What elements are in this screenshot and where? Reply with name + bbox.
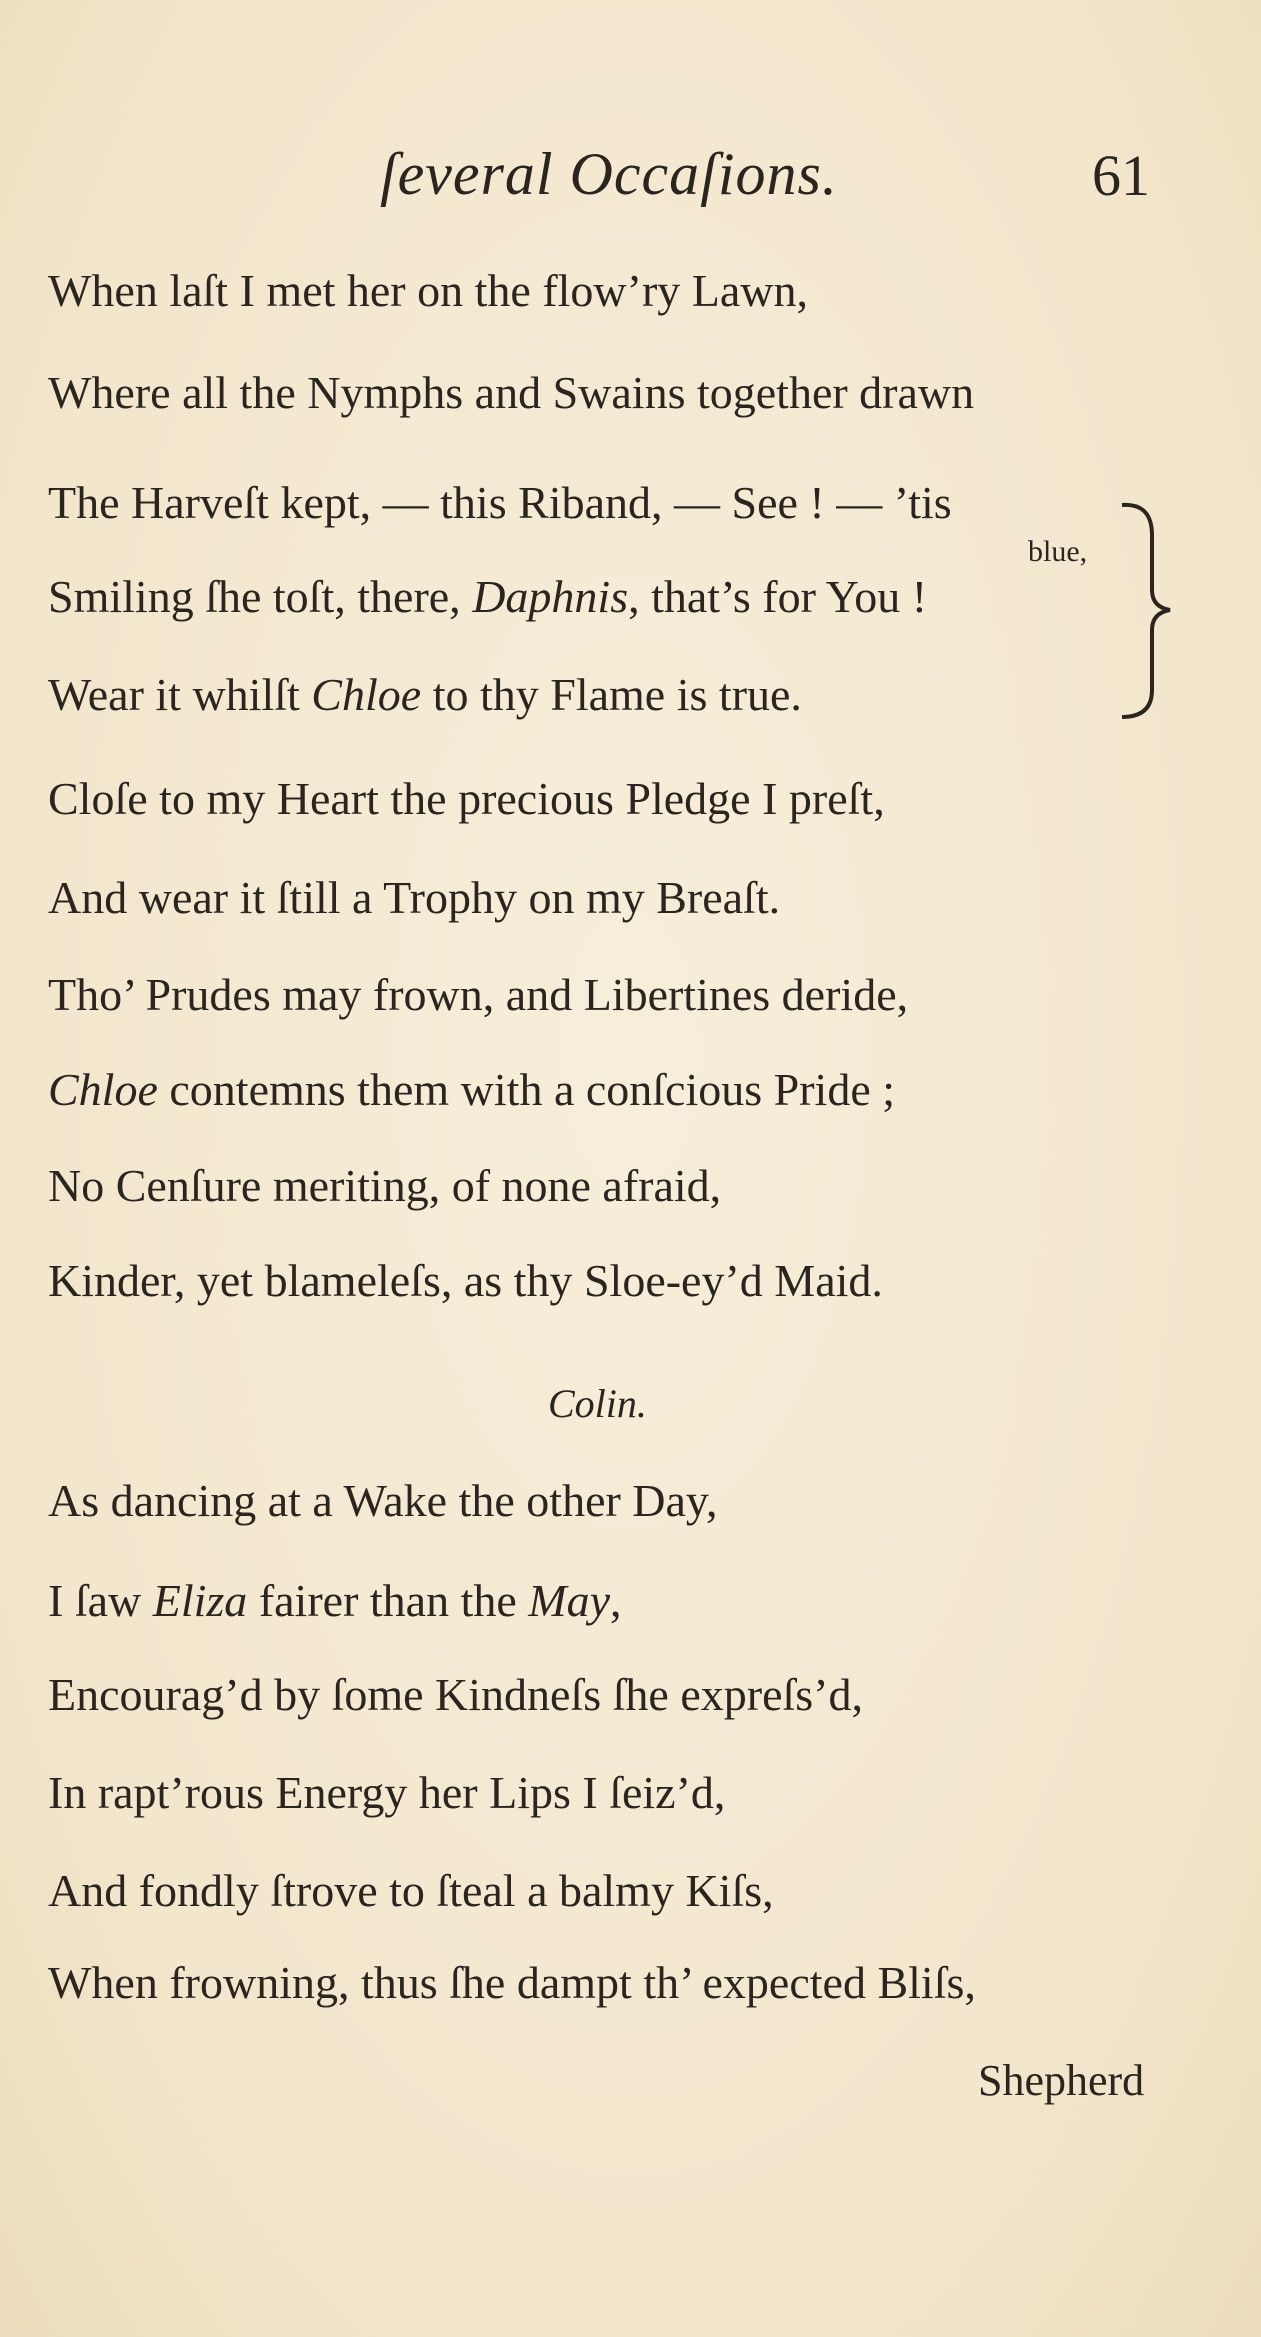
speaker-heading: Colin. xyxy=(548,1381,647,1426)
verse-line: In rapt’rous Energy her Lips I ſeiz’d, xyxy=(48,1767,726,1818)
triplet-brace xyxy=(1118,495,1178,725)
verse-line: Smiling ſhe toſt, there, Daphnis, that’s for You ! xyxy=(48,571,928,622)
verse-line: Where all the Nymphs and Swains together drawn xyxy=(48,367,975,418)
running-title: ſeveral Occaſions. xyxy=(380,141,838,207)
verse-line: The Harveſt kept, — this Riband, — See ! — ’tis xyxy=(48,477,952,528)
turnover-word: blue, xyxy=(1028,535,1088,568)
catchword: Shepherd xyxy=(978,2056,1145,2105)
page-number: 61 xyxy=(1092,143,1150,208)
verse-line: Tho’ Prudes may frown, and Libertines deride, xyxy=(48,969,909,1020)
verse-line: I ſaw Eliza fairer than the May, xyxy=(48,1575,622,1626)
verse-line: And wear it ſtill a Trophy on my Breaſt. xyxy=(48,872,781,923)
verse-line: When frowning, thus ſhe dampt th’ expected Bliſs, xyxy=(48,1957,976,2008)
verse-line: And fondly ſtrove to ſteal a balmy Kiſs, xyxy=(48,1865,774,1916)
verse-line: Chloe contemns them with a conſcious Pride ; xyxy=(48,1064,896,1115)
verse-line: Cloſe to my Heart the precious Pledge I preſt, xyxy=(48,773,885,824)
verse-line: Kinder, yet blameleſs, as thy Sloe-ey’d Maid. xyxy=(48,1255,883,1306)
verse-line: Encourag’d by ſome Kindneſs ſhe expreſs’d, xyxy=(48,1669,863,1720)
verse-line: Wear it whilſt Chloe to thy Flame is true. xyxy=(48,669,802,720)
verse-line: When laſt I met her on the flow’ry Lawn, xyxy=(48,265,809,316)
verse-line: As dancing at a Wake the other Day, xyxy=(48,1475,718,1526)
verse-line: No Cenſure meriting, of none afraid, xyxy=(48,1160,722,1211)
